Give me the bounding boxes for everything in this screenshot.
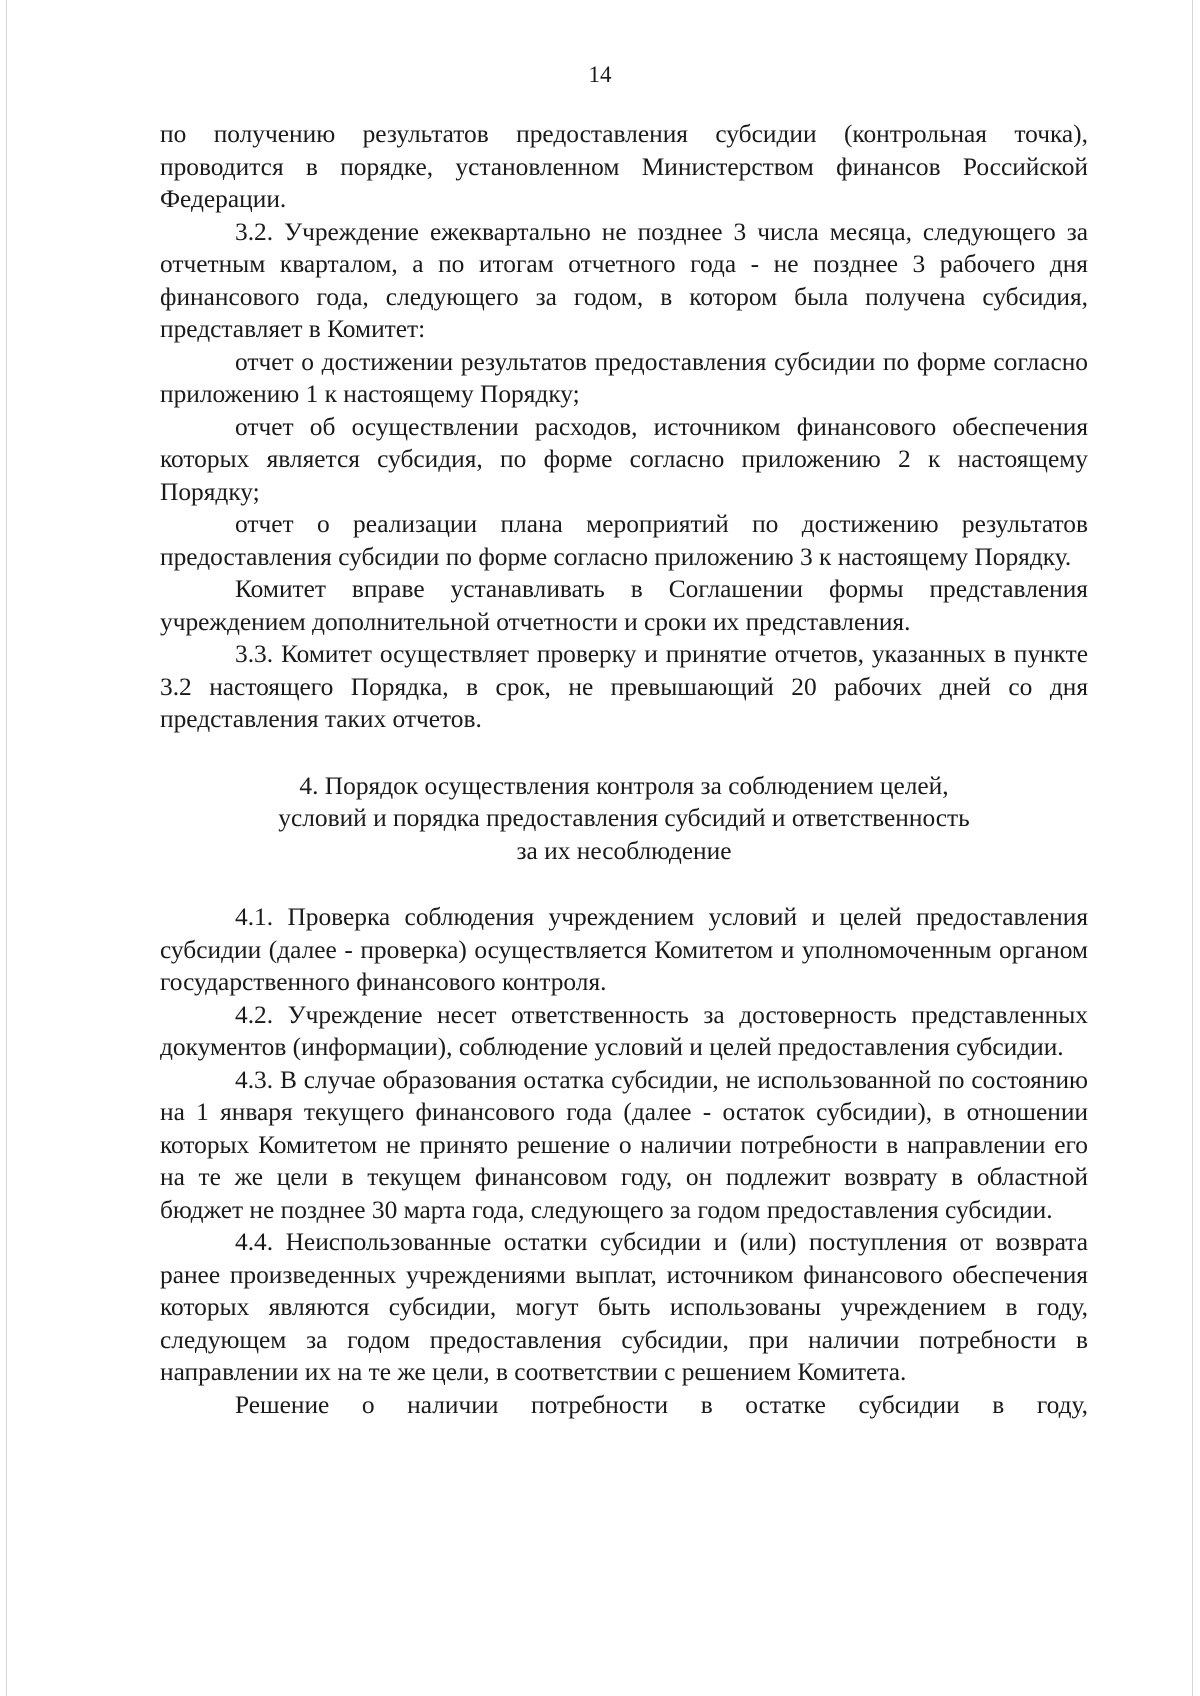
section-4-heading-line-3: за их несоблюдение <box>516 836 732 865</box>
section-4-heading-line-2: условий и порядка предоставления субсидий и ответственность <box>278 804 970 832</box>
section-4-heading <box>160 770 1088 868</box>
paragraph-4-4: 4.4. Неиспользованные остатки субсидии и (или) поступления от возврата ранее произведенных учреждениями выплат, источником финансового обеспечения которых являются субсидии, могут быть использованы учреждением в году, следующем за годом предоставления субсидии, при наличии потребности в направлении их на те же цели, в соответствии с решением Комитета. <box>160 1228 1088 1386</box>
scan-edge-right <box>1192 0 1193 1696</box>
paragraph-4-2: 4.2. Учреждение несет ответственность за достоверность представленных документов (информации), соблюдение условий и целей предоставления субсидии. <box>160 1000 1088 1061</box>
paragraph-4-3: 4.3. В случае образования остатка субсидии, не использованной по состоянию на 1 января текущего финансового года (далее - остаток субсидии), в отношении которых Комитетом не принято решение о наличии потребности в направлении его на те же цели в текущем финансовом году, он подлежит возврату в областной бюджет не позднее 30 марта года, следующего за годом предоставления субсидии. <box>160 1065 1088 1224</box>
paragraph-report-results: отчет о достижении результатов предоставления субсидии по форме согласно приложению 1 к настоящему Порядку; <box>160 347 1088 408</box>
scan-edge-left <box>6 0 7 1696</box>
document-body <box>160 118 1088 1421</box>
paragraph-3-2: 3.2. Учреждение ежеквартально не позднее 3 числа месяца, следующего за отчетным кварталом, а по итогам отчетного года - не позднее 3 рабочего дня финансового года, следующего за годом, в котором была получена субсидия, представляет в Комитет: <box>160 217 1088 343</box>
page-number: 14 <box>588 62 612 87</box>
section-4-heading-line-1: 4. Порядок осуществления контроля за соблюдением целей, <box>299 771 949 800</box>
paragraph-3-1-continued: по получению результатов предоставления субсидии (контрольная точка), проводится в порядке, установленном Министерством финансов Российской Федерации. <box>160 120 1088 213</box>
paragraph-committee-forms: Комитет вправе устанавливать в Соглашении формы представления учреждением дополнительной отчетности и сроки их представления. <box>160 575 1088 636</box>
paragraph-report-expenses: отчет об осуществлении расходов, источником финансового обеспечения которых является субсидия, по форме согласно приложению 2 к настоящему Порядку; <box>160 412 1088 506</box>
paragraph-report-plan: отчет о реализации плана мероприятий по достижению результатов предоставления субсидии по форме согласно приложению 3 к настоящему Порядку. <box>160 510 1088 571</box>
paragraph-4-1: 4.1. Проверка соблюдения учреждением условий и целей предоставления субсидии (далее - проверка) осуществляется Комитетом и уполномоченным органом государственного финансового контроля. <box>160 903 1088 996</box>
paragraph-decision: Решение о наличии потребности в остатке субсидии в году, <box>235 1390 1088 1419</box>
paragraph-3-3: 3.3. Комитет осуществляет проверку и принятие отчетов, указанных в пункте 3.2 настоящего Порядка, в срок, не превышающий 20 рабочих дней со дня представления таких отчетов. <box>160 640 1088 733</box>
